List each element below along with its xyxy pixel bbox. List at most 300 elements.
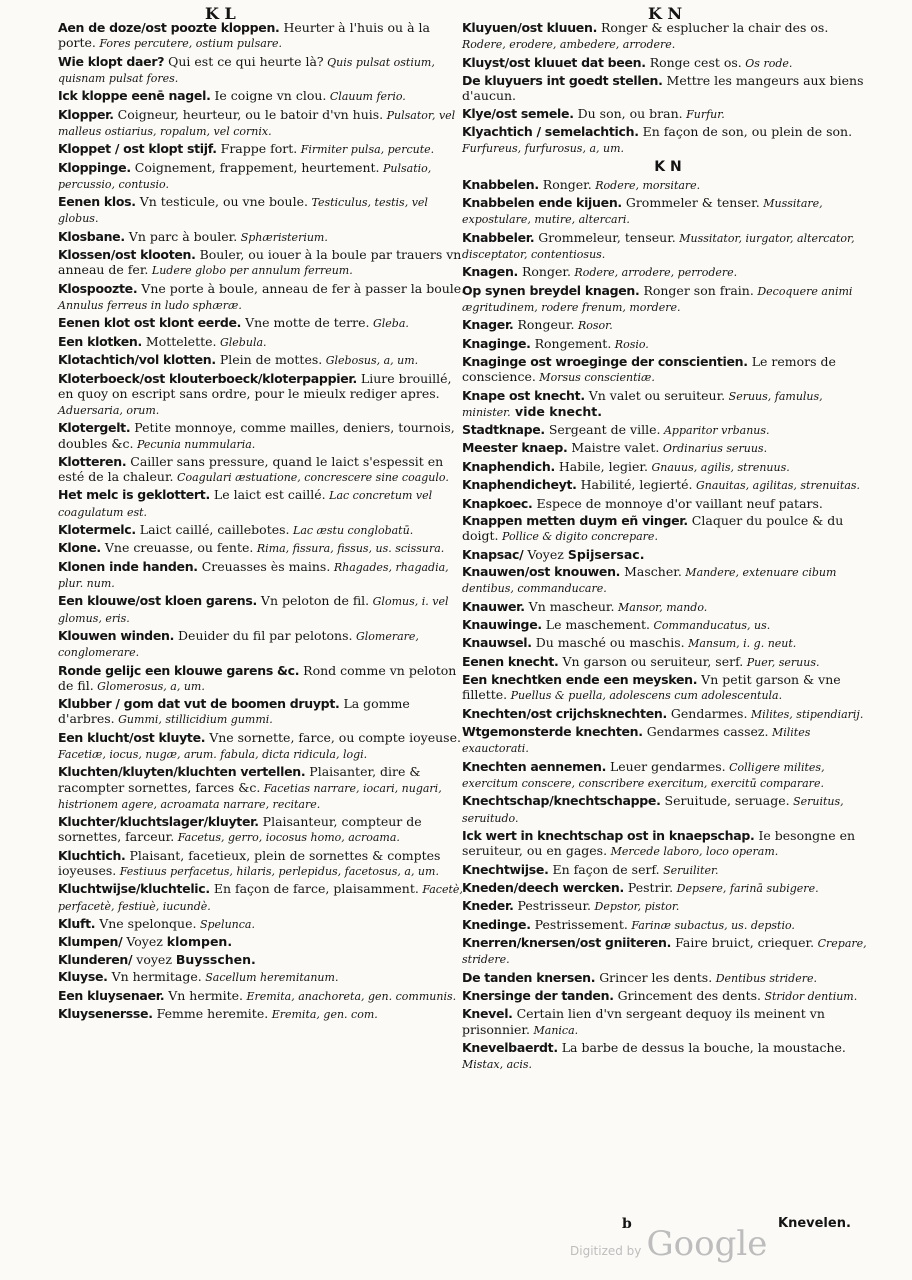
dictionary-entry	[462, 336, 874, 352]
headword: Klotergelt.	[58, 420, 131, 436]
french-gloss: Gendarmes cassez.	[642, 724, 769, 740]
dictionary-entry	[462, 496, 874, 511]
dictionary-entry	[462, 354, 874, 385]
latin-gloss: Farinæ subactus, us. depstio.	[627, 918, 795, 932]
dictionary-entry	[462, 862, 874, 878]
dictionary-entry	[462, 547, 874, 562]
french-gloss: Vn testicule, ou vne boule.	[135, 194, 308, 210]
french-gloss: Ie besongne en seruiteur, ou en gages.	[462, 827, 856, 859]
dictionary-entry	[462, 317, 874, 333]
headword: Knechtwijse.	[462, 861, 549, 877]
cross-reference: Buysschen.	[175, 951, 256, 967]
latin-gloss: Ludere globo per annulum ferreum.	[148, 264, 353, 278]
french-gloss: Femme heremite.	[152, 1005, 269, 1021]
headword: Knauwen/ost knouwen.	[462, 564, 621, 580]
french-gloss: Grincement des dents.	[613, 988, 761, 1004]
dictionary-entry	[58, 881, 470, 913]
french-gloss: Pestrisseur.	[513, 898, 592, 914]
headword: Een klouwe/ost kloen garens.	[58, 593, 257, 609]
headword: Klotachtich/vol klotten.	[58, 352, 216, 368]
french-gloss: Frappe fort.	[216, 141, 298, 157]
latin-gloss: Milites exauctorati.	[462, 726, 811, 756]
french-gloss: Voyez	[523, 546, 568, 562]
dictionary-entry	[58, 814, 470, 845]
headword: Knedinge.	[462, 916, 531, 932]
dictionary-entry	[58, 540, 470, 556]
headword: Klopper.	[58, 106, 114, 122]
latin-gloss: Stridor dentium.	[760, 990, 858, 1004]
cross-reference: Spijsersac.	[567, 546, 645, 562]
latin-gloss: Pollice & digito concrepare.	[498, 530, 658, 544]
left-column	[58, 20, 470, 1024]
latin-gloss: Seruitus, seruitudo.	[462, 795, 844, 825]
headword: Kluft.	[58, 916, 96, 931]
headword: Knersinge der tanden.	[462, 988, 614, 1004]
running-head-right: K N	[648, 4, 683, 23]
latin-gloss: Glebosus, a, um.	[322, 354, 419, 368]
dictionary-entry	[58, 334, 470, 350]
french-gloss: Grincer les dents.	[595, 969, 713, 985]
latin-gloss: Facetus, gerro, iocosus homo, acroama.	[174, 831, 400, 845]
french-gloss: Vn peloton de fil.	[256, 593, 370, 609]
headword: Kloppinge.	[58, 159, 131, 175]
latin-gloss: Morsus conscientiæ.	[535, 371, 655, 385]
latin-gloss: Festiuus perfacetus, hilaris, perlepidus, facetosus, a, um.	[116, 865, 439, 879]
headword: Klumpen/	[58, 934, 123, 950]
french-gloss: Cailler sans pressure, quand le laict s'espessit en esté de la chaleur.	[58, 453, 444, 485]
french-gloss: Ronge cest os.	[645, 54, 742, 70]
watermark-logo: Google	[646, 1224, 768, 1264]
dictionary-entry	[462, 599, 874, 615]
dictionary-entry	[462, 917, 874, 933]
french-gloss: Vn hermite.	[164, 987, 243, 1003]
headword: Kloterboeck/ost klouterboeck/kloterpappier.	[58, 370, 357, 386]
headword: Ick kloppe eenē nagel.	[58, 88, 211, 104]
french-gloss: Habilité, legierté.	[576, 477, 693, 493]
headword: Knechtschap/knechtschappe.	[462, 793, 661, 809]
headword: Kloppet / ost klopt stijf.	[58, 141, 217, 157]
french-gloss: Vne creuasse, ou fente.	[100, 540, 254, 556]
dictionary-entry	[58, 352, 470, 368]
french-gloss: Mettre les mangeurs aux biens d'aucun.	[462, 72, 864, 104]
french-gloss: Vn garson ou seruiteur, serf.	[558, 653, 744, 669]
headword: Een klucht/ost kluyte.	[58, 729, 206, 745]
headword: Eenen knecht.	[462, 653, 559, 669]
headword: Knevelbaerdt.	[462, 1040, 558, 1056]
running-head-left: K L	[205, 4, 236, 23]
headword: Knauwinge.	[462, 617, 542, 633]
dictionary-entry	[462, 635, 874, 651]
dictionary-entry	[462, 513, 874, 544]
french-gloss: Plaisant, facetieux, plein de sornettes & comptes ioyeuses.	[58, 847, 441, 879]
headword: Een kluysenaer.	[58, 987, 165, 1003]
french-gloss: Ie coigne vn clou.	[210, 88, 327, 104]
headword: Knaginge ost wroeginge der conscientien.	[462, 353, 748, 369]
french-gloss: Du masché ou maschis.	[531, 635, 685, 651]
headword: Knauwsel.	[462, 635, 532, 651]
french-gloss: Le maschement.	[541, 617, 650, 633]
latin-gloss: Coagulari æstuatione, concrescere sine coagulo.	[173, 471, 449, 485]
dictionary-entry	[462, 828, 874, 859]
headword: Eenen klot ost klont eerde.	[58, 315, 242, 331]
french-gloss: Bouler, ou iouer à la boule par trauers vn anneau de fer.	[58, 247, 462, 278]
french-gloss: Vn petit garson & vne fillette.	[462, 672, 841, 703]
cross-reference: klompen.	[166, 934, 233, 950]
dictionary-entry	[58, 107, 470, 139]
french-gloss: Mottelette.	[141, 333, 217, 349]
watermark-prefix: Digitized by	[570, 1244, 642, 1258]
latin-gloss: Mansum, i. g. neut.	[684, 637, 797, 651]
latin-gloss: Commanducatus, us.	[649, 619, 771, 633]
french-gloss: Faire bruict, criequer.	[671, 935, 815, 951]
latin-gloss: Apparitor vrbanus.	[660, 424, 770, 438]
headword: Kluchtwijse/kluchtelic.	[58, 881, 210, 897]
dictionary-entry	[58, 628, 470, 660]
french-gloss: Coignement, frappement, heurtement.	[130, 159, 380, 175]
headword: Op synen breydel knagen.	[462, 282, 640, 298]
latin-gloss: Gnauus, agilis, strenuus.	[647, 460, 790, 474]
latin-gloss: Depstor, pistor.	[591, 900, 680, 914]
latin-gloss: Glomus, i. vel glomus, eris.	[58, 595, 449, 625]
latin-gloss: Rhagades, rhagadia, plur. num.	[58, 560, 449, 591]
headword: Knagen.	[462, 264, 518, 280]
headword: Knaginge.	[462, 335, 531, 351]
dictionary-entry	[58, 522, 470, 538]
signature-mark: b	[622, 1216, 632, 1232]
french-gloss: En façon de farce, plaisamment.	[209, 881, 419, 897]
french-gloss: Vne motte de terre.	[241, 315, 370, 331]
latin-gloss: Gleba.	[369, 317, 409, 331]
french-gloss: Certain lien d'vn sergeant dequoy ils meinent vn prisonnier.	[462, 1006, 825, 1037]
dictionary-entry	[462, 177, 874, 193]
dictionary-entry	[462, 55, 874, 71]
french-gloss: Mascher.	[620, 564, 682, 580]
digitized-watermark	[570, 1224, 767, 1264]
headword: Aen de doze/ost poozte kloppen.	[58, 20, 280, 35]
french-gloss: En façon de son, ou plein de son.	[638, 123, 853, 139]
dictionary-entry	[462, 230, 874, 262]
headword: Kluyuen/ost kluuen.	[462, 20, 598, 35]
french-gloss: Vne sornette, farce, ou compte ioyeuse.	[205, 729, 461, 745]
french-gloss: Ronger.	[518, 264, 571, 280]
dictionary-entry	[58, 559, 470, 591]
dictionary-entry	[58, 848, 470, 879]
dictionary-entry	[462, 880, 874, 896]
section-heading: K N	[654, 158, 682, 175]
headword: Een klotken.	[58, 333, 142, 349]
latin-gloss: Annulus ferreus in ludo sphæræ.	[58, 298, 242, 312]
latin-gloss: Mansor, mando.	[614, 600, 708, 614]
latin-gloss: Mussitare, expostulare, mutire, altercari.	[462, 196, 823, 227]
latin-gloss: Milites, stipendiarij.	[747, 707, 864, 721]
dictionary-entry	[462, 1040, 874, 1072]
headword: Knappen metten duym eñ vinger.	[462, 513, 688, 529]
french-gloss: Creuasses ès mains.	[197, 558, 331, 574]
dictionary-entry	[58, 194, 470, 226]
french-gloss: Gendarmes.	[666, 705, 748, 721]
latin-gloss: Colligere milites, exercitum conscere, conscribere exercitum, exercitū comparare.	[462, 760, 825, 790]
latin-gloss: Rosor.	[574, 319, 613, 333]
headword: Klosbane.	[58, 228, 125, 244]
headword: Wtgemonsterde knechten.	[462, 724, 643, 740]
french-gloss: Habile, legier.	[554, 458, 648, 474]
dictionary-entry	[58, 315, 470, 331]
latin-gloss: Rodere, morsitare.	[591, 178, 701, 192]
french-gloss: En façon de serf.	[548, 861, 660, 877]
headword: Het melc is geklottert.	[58, 487, 210, 503]
latin-gloss: Ordinarius seruus.	[659, 442, 768, 456]
dictionary-entry	[58, 88, 470, 104]
french-gloss: Ronger son frain.	[639, 282, 754, 298]
headword: Kluyst/ost kluuet dat been.	[462, 54, 646, 70]
headword: De kluyuers int goedt stellen.	[462, 72, 663, 88]
latin-gloss: Os rode.	[741, 56, 793, 70]
dictionary-entry	[58, 916, 470, 932]
headword: Wie klopt daer?	[58, 53, 165, 69]
latin-gloss: Testiculus, testis, vel globus.	[58, 196, 428, 226]
latin-gloss: Facetè, perfacetè, festiuè, iucundè.	[58, 883, 463, 913]
headword: De tanden knersen.	[462, 969, 596, 985]
latin-gloss: Pecunia nummularia.	[133, 437, 256, 451]
latin-gloss: Glomerare, conglomerare.	[58, 630, 419, 660]
latin-gloss: Crepare, stridere.	[462, 937, 867, 967]
french-gloss: Liure brouillé, en quoy on escript sans ordre, pour le mieulx rediger apres.	[58, 370, 452, 401]
headword: Klotermelc.	[58, 522, 136, 538]
headword: Knevel.	[462, 1006, 513, 1022]
french-gloss: Espece de monnoye d'or vaillant neuf patars.	[532, 495, 823, 511]
latin-gloss: Seruiliter.	[659, 863, 719, 877]
french-gloss: Qui est ce qui heurte là?	[164, 53, 324, 69]
latin-gloss: Facetias narrare, iocari, nugari, histrionem agere, acroamata narrare, recitare.	[58, 781, 442, 811]
headword: Knabbelen.	[462, 176, 539, 192]
headword: Klone.	[58, 540, 101, 556]
headword: Kluchten/kluyten/kluchten vertellen.	[58, 764, 306, 780]
latin-gloss: Decoquere animi ægritudinem, rodere frenum, mordere.	[462, 284, 853, 314]
dictionary-entry	[462, 422, 874, 438]
french-gloss: Leuer gendarmes.	[606, 758, 726, 774]
french-gloss: Vn mascheur.	[524, 598, 615, 614]
headword: Klubber / gom dat vut de boomen druypt.	[58, 696, 340, 712]
latin-gloss: Gnauitas, agilitas, strenuitas.	[692, 479, 861, 493]
dictionary-entry	[58, 988, 470, 1004]
french-gloss: Seruitude, seruage.	[660, 793, 790, 809]
headword: Knape ost knecht.	[462, 387, 585, 403]
french-gloss: Plaisanter, dire & racompter sornettes, farces &c.	[58, 764, 421, 795]
headword: Ick wert in knechtschap ost in knaepschap.	[462, 827, 755, 843]
dictionary-entry	[462, 477, 874, 493]
latin-gloss: Pulsatio, percussio, contusio.	[58, 161, 432, 191]
french-gloss: Grommeleur, tenseur.	[534, 229, 676, 245]
dictionary-entry	[58, 420, 470, 451]
headword: Klyachtich / semelachtich.	[462, 123, 639, 139]
dictionary-entry	[462, 617, 874, 633]
latin-gloss: Depsere, farinā subigere.	[673, 881, 819, 895]
latin-gloss: Eremita, anachoreta, gen. communis.	[242, 989, 457, 1003]
headword: Klouwen winden.	[58, 628, 175, 644]
latin-gloss: Lac concretum vel coagulatum est.	[58, 489, 433, 519]
latin-gloss: Aduersaria, orum.	[58, 403, 160, 417]
latin-gloss: Glomerosus, a, um.	[93, 679, 205, 693]
dictionary-entry	[58, 1006, 470, 1022]
dictionary-entry	[462, 73, 874, 103]
headword: Kluysenersse.	[58, 1005, 153, 1021]
dictionary-entry	[462, 970, 874, 986]
dictionary-entry	[58, 969, 470, 985]
latin-gloss: Mistax, acis.	[462, 1058, 532, 1072]
headword: Knaphendich.	[462, 458, 555, 474]
latin-gloss: Firmiter pulsa, percute.	[297, 143, 435, 157]
dictionary-entry	[58, 487, 470, 519]
dictionary-entry	[58, 730, 470, 762]
dictionary-entry	[462, 724, 874, 756]
french-gloss: Petite monnoye, comme mailles, deniers, tournois, doubles &c.	[58, 420, 455, 451]
headword: Knechten aennemen.	[462, 758, 607, 774]
french-gloss: Rond comme vn peloton de fil.	[58, 662, 457, 693]
latin-gloss: Puellus & puella, adolescens cum adolescentula.	[507, 689, 783, 703]
dictionary-entry	[58, 952, 470, 967]
latin-gloss: Sphæristerium.	[237, 230, 328, 244]
french-gloss: Vn valet ou seruiteur.	[584, 387, 726, 403]
french-gloss: Du son, ou bran.	[573, 105, 683, 121]
french-gloss: Laict caillé, caillebotes.	[135, 522, 290, 538]
headword: Knabbeler.	[462, 229, 535, 245]
headword: Klunderen/	[58, 951, 133, 967]
headword: Een knechtken ende een meysken.	[462, 672, 698, 688]
french-gloss: Vn parc à bouler.	[124, 228, 238, 244]
french-gloss: Pestrir.	[623, 879, 674, 895]
headword: Klossen/ost klooten.	[58, 247, 196, 263]
dictionary-entry	[462, 793, 874, 825]
french-gloss: Deuider du fil par pelotons.	[174, 628, 353, 644]
latin-gloss: Mussitator, iurgator, altercator, disceptator, contentiosus.	[462, 231, 855, 261]
dictionary-entry	[58, 663, 470, 694]
dictionary-entry	[462, 264, 874, 280]
latin-gloss: Puer, seruus.	[743, 655, 820, 669]
dictionary-entry	[462, 935, 874, 967]
headword: Eenen klos.	[58, 194, 136, 210]
dictionary-entry	[462, 195, 874, 227]
french-gloss: Le laict est caillé.	[209, 487, 326, 503]
dictionary-entry	[462, 898, 874, 914]
headword: Kluyse.	[58, 969, 108, 985]
right-column	[462, 20, 874, 1075]
latin-gloss: Mandere, extenuare cibum dentibus, commanducare.	[462, 566, 837, 596]
dictionary-entry	[462, 654, 874, 670]
dictionary-entry	[462, 672, 874, 703]
catchword: Knevelen.	[778, 1216, 851, 1231]
dictionary-entry	[58, 454, 470, 485]
latin-gloss: Dentibus stridere.	[712, 971, 817, 985]
headword: Knauwer.	[462, 598, 525, 614]
french-gloss: Vne porte à boule, anneau de fer à passer la boule.	[137, 280, 466, 296]
french-gloss: Sergeant de ville.	[544, 422, 661, 438]
latin-gloss: Glebula.	[216, 335, 267, 349]
headword: Knabbelen ende kijuen.	[462, 194, 622, 210]
french-gloss: Maistre valet.	[567, 440, 660, 456]
french-gloss: Plaisanteur, compteur de sornettes, farceur.	[58, 814, 422, 845]
dictionary-entry	[58, 696, 470, 727]
french-gloss: Plein de mottes.	[215, 352, 323, 368]
dictionary-entry	[58, 764, 470, 812]
french-gloss: Claquer du poulce & du doigt.	[462, 513, 844, 544]
dictionary-entry	[58, 593, 470, 625]
dictionary-entry	[58, 371, 470, 419]
latin-gloss: Manica.	[530, 1023, 579, 1037]
dictionary-entry	[58, 54, 470, 86]
french-gloss: Rongeur.	[513, 317, 575, 333]
dictionary-entry	[58, 20, 470, 51]
headword: Knechten/ost crijchsknechten.	[462, 705, 667, 721]
latin-gloss: Gummi, stillicidium gummi.	[114, 713, 273, 727]
french-gloss: Grommeler & tenser.	[621, 194, 760, 210]
dictionary-entry	[462, 283, 874, 315]
latin-gloss: Spelunca.	[196, 918, 255, 931]
dictionary-entry	[462, 564, 874, 596]
dictionary-entry	[462, 124, 874, 156]
dictionary-entry	[462, 106, 874, 122]
latin-gloss: Furfureus, furfurosus, a, um.	[462, 142, 625, 156]
latin-gloss: Lac æstu conglobatū.	[289, 524, 414, 538]
latin-gloss: Facetiæ, iocus, nugæ, arum. fabula, dicta ridicula, logi.	[58, 748, 368, 762]
cross-reference: vide knecht.	[510, 403, 602, 419]
dictionary-entry	[58, 247, 470, 278]
headword: Kneder.	[462, 898, 514, 914]
dictionary-entry	[462, 440, 874, 456]
headword: Klonen inde handen.	[58, 558, 198, 574]
french-gloss: Rongement.	[530, 335, 612, 351]
french-gloss: Ronger & esplucher la chair des os.	[597, 20, 829, 35]
french-gloss: voyez	[132, 951, 176, 967]
headword: Stadtknape.	[462, 422, 545, 438]
dictionary-entry	[462, 988, 874, 1004]
dictionary-entry	[462, 20, 874, 52]
latin-gloss: Eremita, gen. com.	[268, 1007, 378, 1021]
latin-gloss: Sacellum heremitanum.	[201, 971, 339, 985]
latin-gloss: Rodere, arrodere, perrodere.	[570, 266, 738, 280]
latin-gloss: Seruus, famulus, minister.	[462, 389, 823, 419]
latin-gloss: Quis pulsat ostium, quisnam pulsat fores.	[58, 55, 435, 85]
latin-gloss: Fores percutere, ostium pulsare.	[95, 37, 283, 51]
dictionary-entry	[58, 229, 470, 245]
dictionary-entry	[462, 1006, 874, 1037]
headword: Kneden/deech wercken.	[462, 879, 624, 895]
headword: Knerren/knersen/ost gniiteren.	[462, 935, 672, 951]
dictionary-entry	[58, 281, 470, 313]
dictionary-entry	[462, 706, 874, 722]
french-gloss: La barbe de dessus la bouche, la moustache.	[557, 1040, 846, 1056]
french-gloss: Le remors de conscience.	[462, 353, 836, 385]
headword: Knapsac/	[462, 546, 524, 562]
latin-gloss: Furfur.	[682, 107, 725, 121]
dictionary-entry	[462, 388, 874, 420]
dictionary-entry	[58, 934, 470, 949]
latin-gloss: Mercede laboro, loco operam.	[607, 845, 779, 859]
headword: Kluchtich.	[58, 847, 126, 863]
dictionary-entry	[462, 459, 874, 475]
latin-gloss: Rosio.	[611, 337, 649, 351]
french-gloss: Voyez	[122, 934, 167, 950]
latin-gloss: Pulsator, vel malleus ostiarius, ropalum, vel cornix.	[58, 108, 456, 138]
latin-gloss: Clauum ferio.	[326, 90, 406, 104]
french-gloss: Pestrissement.	[530, 916, 628, 932]
headword: Knapkoec.	[462, 495, 533, 511]
dictionary-entry	[58, 160, 470, 192]
headword: Knager.	[462, 317, 514, 333]
french-gloss: Heurter à l'huis ou à la porte.	[58, 20, 430, 51]
headword: Klotteren.	[58, 453, 127, 469]
headword: Kluchter/kluchtslager/kluyter.	[58, 814, 259, 830]
headword: Ronde gelijc een klouwe garens &c.	[58, 662, 300, 678]
